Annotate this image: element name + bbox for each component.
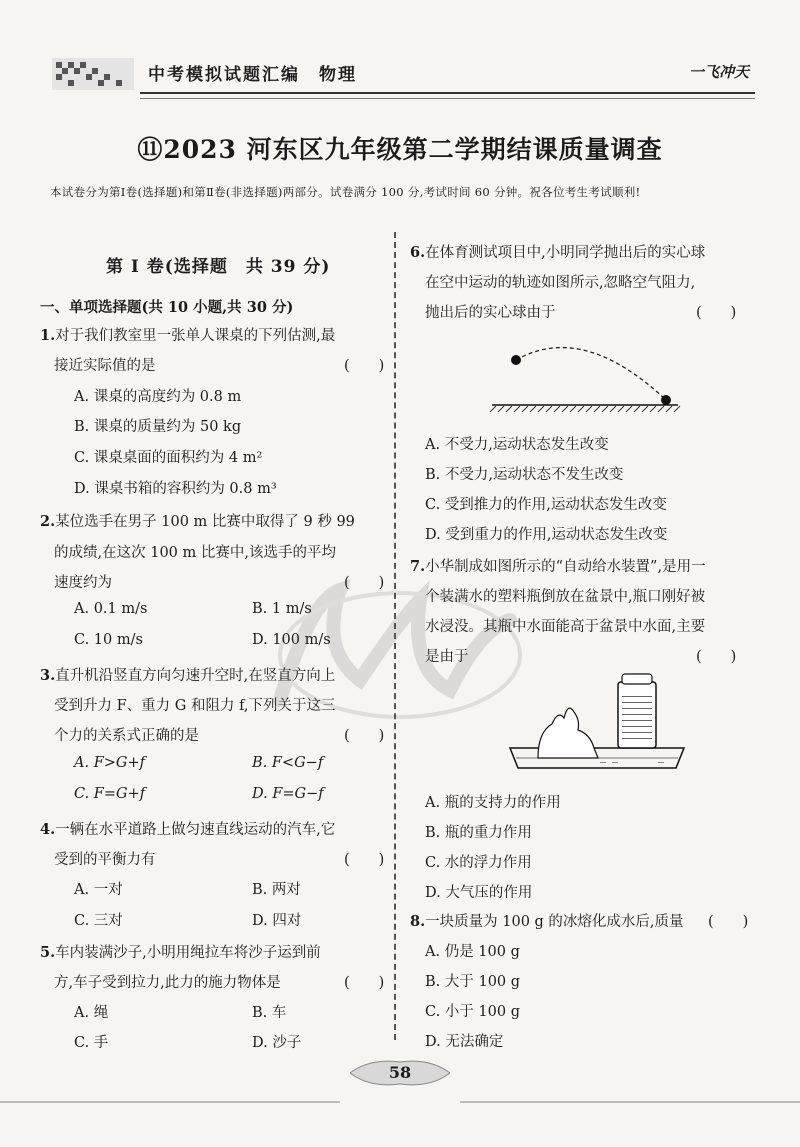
- option-a: A. 0.1 m/s: [74, 601, 148, 617]
- question-8: [410, 910, 684, 931]
- header-brand: 一飞冲天: [688, 63, 749, 81]
- option-c: C. F=G+f: [74, 786, 146, 802]
- answer-blank: ( ): [344, 975, 385, 991]
- answer-blank: ( ): [696, 649, 737, 665]
- option-c: C. 三对: [74, 913, 123, 929]
- answer-blank: ( ): [344, 358, 385, 374]
- question-text-line: 接近实际值的是: [54, 358, 156, 374]
- question-6: [410, 241, 705, 262]
- question-text-line: 受到升力 F、重力 G 和阻力 f,下列关于这三: [54, 698, 336, 714]
- header-rule-thin: [140, 98, 755, 99]
- section-heading: 第 Ⅰ 卷(选择题 共 39 分): [106, 257, 331, 277]
- answer-blank: ( ): [708, 914, 749, 930]
- answer-blank: ( ): [696, 305, 737, 321]
- water-feeder-figure: [508, 672, 686, 772]
- question-text-line: 车内装满沙子,小明用绳拉车将沙子运到前: [55, 945, 321, 961]
- option-d: D. 四对: [252, 913, 302, 929]
- option-d: D. F=G−f: [252, 786, 324, 802]
- option-b: B. 两对: [252, 882, 301, 898]
- option-b: B. 大于 100 g: [425, 974, 521, 990]
- column-divider: [394, 232, 396, 1040]
- footer-decoration-icon: [0, 1098, 800, 1106]
- option-a: A. 不受力,运动状态发生改变: [425, 437, 609, 453]
- option-d: D. 课桌书箱的容积约为 0.8 m³: [74, 481, 277, 497]
- question-text-line: 方,车子受到拉力,此力的施力物体是: [54, 975, 281, 991]
- option-c: C. 小于 100 g: [425, 1004, 520, 1020]
- option-b: B. 1 m/s: [252, 601, 312, 617]
- question-3: [40, 664, 335, 685]
- question-text-line: 受到的平衡力有: [54, 852, 156, 868]
- question-number: 1.: [40, 327, 56, 344]
- exam-title: ⑪2023 河东区九年级第二学期结课质量调查: [137, 135, 663, 164]
- question-text-line: 一块质量为 100 g 的冰熔化成水后,质量: [425, 914, 684, 930]
- question-text-line: 一辆在水平道路上做匀速直线运动的汽车,它: [55, 822, 336, 838]
- question-text-line: 的成绩,在这次 100 m 比赛中,该选手的平均: [54, 545, 336, 561]
- question-text-line: 水浸没。其瓶中水面能高于盆景中水面,主要: [425, 619, 706, 635]
- header-checker-pattern-icon: [52, 58, 134, 90]
- answer-blank: ( ): [344, 575, 385, 591]
- option-a: A. F>G+f: [74, 755, 145, 771]
- option-d: D. 受到重力的作用,运动状态发生改变: [425, 527, 668, 543]
- question-text-line: 抛出后的实心球由于: [425, 305, 556, 321]
- answer-blank: ( ): [344, 852, 385, 868]
- question-text-line: 某位选手在男子 100 m 比赛中取得了 9 秒 99: [55, 514, 355, 530]
- header-series-title: 中考模拟试题汇编 物理: [148, 65, 357, 85]
- question-text-line: 个力的关系式正确的是: [54, 728, 199, 744]
- header-rule: [140, 92, 755, 94]
- question-1: [40, 324, 335, 345]
- question-number: 7.: [410, 558, 426, 575]
- option-c: C. 受到推力的作用,运动状态发生改变: [425, 497, 667, 513]
- option-a: A. 一对: [74, 882, 123, 898]
- option-d: D. 无法确定: [425, 1034, 504, 1050]
- question-text-line: 对于我们教室里一张单人课桌的下列估测,最: [55, 328, 336, 344]
- option-b: B. 瓶的重力作用: [425, 825, 532, 841]
- option-b: B. 课桌的质量约为 50 kg: [74, 419, 242, 435]
- option-a: A. 绳: [74, 1005, 109, 1021]
- option-a: A. 瓶的支持力的作用: [425, 795, 561, 811]
- question-7: [410, 555, 706, 576]
- page-header: [40, 52, 755, 96]
- answer-blank: ( ): [344, 728, 385, 744]
- section-sub-heading: 一、单项选择题(共 10 小题,共 30 分): [40, 299, 294, 316]
- option-b: B. 车: [252, 1005, 287, 1021]
- ball-trajectory-figure: [488, 340, 684, 412]
- option-a: A. 课桌的高度约为 0.8 m: [74, 389, 242, 405]
- option-d: D. 大气压的作用: [425, 885, 533, 901]
- exam-instructions: 本试卷分为第Ⅰ卷(选择题)和第Ⅱ卷(非选择题)两部分。试卷满分 100 分,考试时间 60 分钟。祝各位考生考试顺利!: [50, 185, 641, 199]
- question-number: 6.: [410, 244, 426, 261]
- question-number: 3.: [40, 667, 56, 684]
- option-b: B. 不受力,运动状态不发生改变: [425, 467, 624, 483]
- option-c: C. 课桌桌面的面积约为 4 m²: [74, 450, 263, 466]
- question-text-line: 速度约为: [54, 575, 112, 591]
- question-text-line: 在空中运动的轨迹如图所示,忽略空气阻力,: [425, 275, 696, 291]
- question-number: 2.: [40, 513, 56, 530]
- question-text-line: 是由于: [425, 649, 469, 665]
- question-number: 8.: [410, 913, 426, 930]
- page-number: 58: [388, 1063, 412, 1082]
- question-number: 5.: [40, 944, 56, 961]
- question-4: [40, 818, 335, 839]
- option-c: C. 10 m/s: [74, 632, 143, 648]
- question-text-line: 在体育测试项目中,小明同学抛出后的实心球: [425, 245, 706, 261]
- question-text-line: 小华制成如图所示的“自动给水装置”,是用一: [425, 559, 706, 575]
- option-d: D. 沙子: [252, 1035, 302, 1051]
- question-2: [40, 510, 355, 531]
- option-a: A. 仍是 100 g: [425, 944, 520, 960]
- option-c: C. 水的浮力作用: [425, 855, 532, 871]
- question-text-line: 个装满水的塑料瓶倒放在盆景中,瓶口刚好被: [425, 589, 706, 605]
- question-5: [40, 941, 321, 962]
- option-d: D. 100 m/s: [252, 632, 331, 648]
- question-number: 4.: [40, 821, 56, 838]
- option-b: B. F<G−f: [252, 755, 324, 771]
- question-text-line: 直升机沿竖直方向匀速升空时,在竖直方向上: [55, 668, 336, 684]
- option-c: C. 手: [74, 1035, 109, 1051]
